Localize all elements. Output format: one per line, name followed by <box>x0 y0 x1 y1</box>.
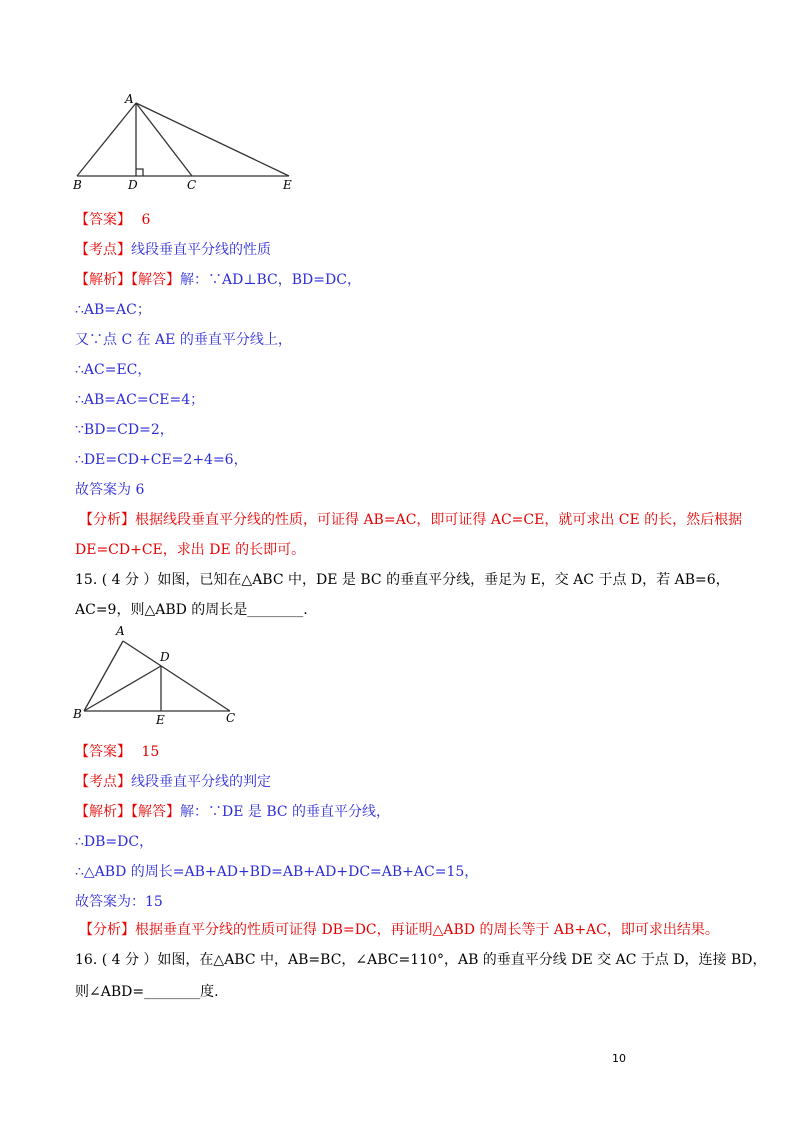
label-a: A <box>116 624 125 638</box>
fenxi-text: 根据垂直平分线的性质可证得 DB=DC，再证明△ABD 的周长等于 AB+AC，即可求出结果。 <box>135 922 719 938</box>
q14-fenxi-line1 <box>79 510 742 530</box>
q15-step: 故答案为：15 <box>75 894 163 910</box>
analysis-text: 解：∵AD⊥BC，BD=DC， <box>180 272 361 288</box>
segment-ac <box>123 641 230 711</box>
q14-step: ∴AB=AC=CE=4； <box>75 392 205 408</box>
point-tag: 【考点】 <box>75 242 131 258</box>
q14-step: ∵BD=CD=2， <box>75 422 174 438</box>
answer-tag: 【答案】 <box>75 744 131 760</box>
answer-tag: 【答案】 <box>75 212 131 228</box>
label-e: E <box>283 178 292 192</box>
analysis-text: 解：∵DE 是 BC 的垂直平分线， <box>180 804 391 820</box>
q15-analysis-line <box>75 802 390 822</box>
answer-value: 6 <box>141 212 151 228</box>
label-e: E <box>156 713 165 727</box>
q15-answer-line <box>75 742 159 762</box>
q14-fenxi-line2: DE=CD+CE，求出 DE 的长即可。 <box>75 542 306 558</box>
q15-stem-line1: 15. ( 4 分 ）如图，已知在△ABC 中，DE 是 BC 的垂直平分线，垂足为 E，交 AC 于点 D，若 AB=6， <box>75 572 730 588</box>
fenxi-text: 根据线段垂直平分线的性质，可证得 AB=AC，即可证得 AC=CE，就可求出 CE 的长，然后根据 <box>135 512 743 528</box>
point-text: 线段垂直平分线的判定 <box>131 774 271 790</box>
q14-step: 故答案为 6 <box>75 482 145 498</box>
figure-q14 <box>70 90 300 192</box>
label-c: C <box>187 178 197 192</box>
segment-ac <box>136 103 192 176</box>
segment-bd <box>84 666 161 711</box>
q14-step: 又∵点 C 在 AE 的垂直平分线上， <box>75 332 292 348</box>
q14-step: ∴AB=AC； <box>75 302 151 318</box>
analysis-tag: 【解析】【解答】 <box>75 804 180 820</box>
q15-stem-line2: AC=9，则△ABD 的周长是________. <box>75 602 308 618</box>
answer-value: 15 <box>141 744 160 760</box>
page-number: 10 <box>612 1052 626 1065</box>
segment-ab <box>84 641 123 711</box>
q14-step: ∴DE=CD+CE=2+4=6， <box>75 452 248 468</box>
label-d: D <box>160 650 170 664</box>
fenxi-tag: 【分析】 <box>79 512 135 528</box>
segment-ab <box>77 103 136 176</box>
q14-point-line <box>75 240 271 260</box>
q14-answer-line <box>75 210 150 230</box>
label-c: C <box>226 711 236 725</box>
q15-step: ∴DB=DC， <box>75 834 154 850</box>
q14-analysis-line <box>75 270 361 290</box>
q15-fenxi-line <box>79 920 719 940</box>
q16-stem-line2: 则∠ABD=________度. <box>75 984 219 1000</box>
label-d: D <box>128 178 138 192</box>
point-tag: 【考点】 <box>75 774 131 790</box>
label-b: B <box>73 178 82 192</box>
label-b: B <box>73 707 82 721</box>
analysis-tag: 【解析】【解答】 <box>75 272 180 288</box>
figure-q15 <box>70 620 250 728</box>
q15-step: ∴△ABD 的周长=AB+AD+BD=AB+AD+DC=AB+AC=15， <box>75 864 479 880</box>
segment-ae <box>136 103 289 176</box>
label-a: A <box>125 92 134 106</box>
fenxi-tag: 【分析】 <box>79 922 135 938</box>
point-text: 线段垂直平分线的性质 <box>131 242 271 258</box>
q16-stem-line1: 16. ( 4 分 ）如图，在△ABC 中，AB=BC，∠ABC=110°，AB 的垂直平分线 DE 交 AC 于点 D，连接 BD， <box>75 952 767 968</box>
q15-point-line <box>75 772 271 792</box>
right-angle-mark <box>136 169 143 176</box>
q14-step: ∴AC=EC， <box>75 362 152 378</box>
